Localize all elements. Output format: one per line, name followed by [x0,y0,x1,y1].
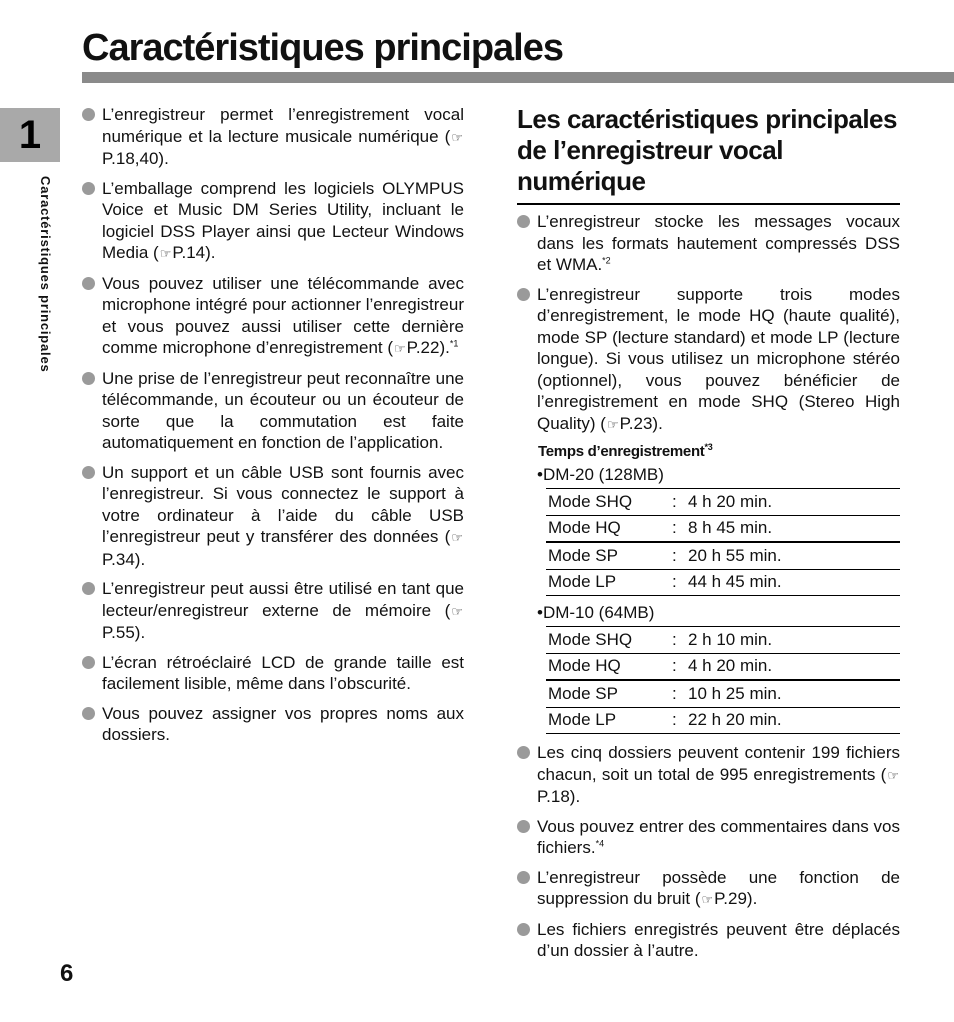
model-label: •DM-20 (128MB) [537,465,664,484]
mode-cell: Mode SP [548,545,618,565]
gray-dot-icon [517,215,530,228]
separator-cell: : [672,656,677,676]
separator-cell: : [672,518,677,538]
time-cell: 2 h 10 min. [688,629,773,649]
gray-dot-icon [82,182,95,195]
right-column [517,104,900,970]
page-reference: P.34). [102,549,146,569]
page-reference: P.55). [102,623,146,642]
footnote-marker: *1 [449,338,459,349]
time-cell: 44 h 45 min. [688,572,782,592]
recording-time-table [546,626,900,734]
bullet-text [102,652,464,695]
bullet-text [537,919,900,962]
bullet-body: Un support et un câble USB sont fournis avec l’enregistreur. Si vous connectez le support à votre ordinateur à l’aide du câble USB l’enregistreur peut y transférer des données ( [102,462,464,546]
bullet-text [102,273,464,360]
title-rule [82,72,954,83]
bullet-body: L’enregistreur stocke les messages vocaux dans les formats hautement compressés DSS et WMA. [537,212,900,274]
bullet-item [517,919,900,962]
gray-dot-icon [517,746,530,759]
page-reference: P.14). [172,243,216,262]
bullet-text [537,867,900,911]
page-reference: P.18,40). [102,149,169,168]
page-reference: P.22). [406,338,450,357]
bullet-text [102,578,464,644]
mode-cell: Mode HQ [548,656,621,676]
bullet-text [102,104,464,170]
bullet-text [102,462,464,571]
bullet-body: Les fichiers enregistrés peuvent être déplacés d’un dossier à l’autre. [537,919,900,960]
table-row [546,542,900,569]
pointing-hand-icon: ☞ [451,129,463,145]
gray-dot-icon [82,707,95,720]
bullet-item [82,578,464,644]
bullet-item [82,652,464,695]
gray-dot-icon [82,582,95,595]
page-reference: P.23). [619,413,663,433]
bullet-body: L’enregistreur supporte trois modes d’enregistrement, le mode HQ (haute qualité), mode SP (lecture standard) et mode LP (lecture longue). Si vous utilisez un microphone stéréo (optionnel), vous pouvez bénéficier de l’enregistrement en mode SHQ (Stereo High Quality) ( [537,284,900,433]
pointing-hand-icon: ☞ [606,416,619,432]
bullet-body: Vous pouvez assigner vos propres noms aux dossiers. [102,703,464,744]
page-reference: P.18). [537,787,581,806]
table-row [546,569,900,596]
pointing-hand-icon: ☞ [701,892,714,907]
table-row [546,627,900,654]
footnote-marker: *2 [602,255,611,266]
section-heading: Les caractéristiques principales de l’enregistreur vocal numérique [517,104,900,205]
page-reference: P.29). [714,889,758,908]
mode-cell: Mode HQ [548,518,621,538]
page-number: 6 [60,960,74,987]
bullet-body: L’emballage comprend les logiciels OLYMPUS Voice et Music DM Series Utility, incluant le logiciel DSS Player ainsi que Lecteur Windows Media ( [102,178,464,262]
bullet-item [517,742,900,808]
bullet-text [537,816,900,859]
pointing-hand-icon: ☞ [394,341,406,356]
gray-dot-icon [517,923,530,936]
gray-dot-icon [82,656,95,669]
gray-dot-icon [82,108,95,121]
bullet-item [82,178,464,265]
recording-time-heading: Temps d’enregistrement$^{*3}$ [538,442,713,460]
time-cell: 4 h 20 min. [688,656,773,676]
page-title: Caractéristiques principales [82,27,563,69]
bullet-item [82,273,464,360]
table-row [546,515,900,542]
bullet-text [537,742,900,808]
model-label: •DM-10 (64MB) [537,603,655,622]
separator-cell: : [672,710,677,730]
bullet-item [517,211,900,276]
bullet-body: Vous pouvez utiliser une télécommande avec microphone intégré pour actionner l’enregistreur et vous pouvez aussi utiliser cette dernière comme microphone d’enregistrement ( [102,273,464,357]
side-section-label: Caractéristiques principales [38,176,53,373]
bullet-item [82,104,464,170]
bullet-text [102,368,464,454]
gray-dot-icon [82,277,95,290]
separator-cell: : [672,491,677,511]
pointing-hand-icon: ☞ [159,246,172,261]
bullet-text [537,211,900,276]
separator-cell: : [672,629,677,649]
time-cell: 8 h 45 min. [688,518,773,538]
bullet-body: Les cinq dossiers peuvent contenir 199 fichiers chacun, soit un total de 995 enregistrements ( [537,743,900,784]
bullet-text [102,178,464,265]
gray-dot-icon [517,288,530,301]
time-cell: 22 h 20 min. [688,710,782,730]
mode-cell: Mode LP [548,710,617,730]
table-row [546,707,900,734]
gray-dot-icon [82,372,95,385]
mode-cell: Mode LP [548,572,617,592]
bullet-item [82,368,464,454]
bullet-text [537,284,900,436]
bullet-body: L’enregistreur permet l’enregistrement vocal numérique et la lecture musicale numérique ( [102,105,464,146]
bullet-text [102,703,464,746]
gray-dot-icon [517,871,530,884]
left-column [82,104,464,754]
recording-time-table [546,488,900,596]
bullet-item [517,284,900,436]
time-cell: 20 h 55 min. [688,545,782,565]
gray-dot-icon [517,820,530,833]
bullet-item [517,867,900,911]
mode-cell: Mode SHQ [548,629,633,649]
bullet-body: L’enregistreur peut aussi être utilisé en tant que lecteur/enregistreur externe de mémoire ( [102,579,464,620]
table-row [546,680,900,707]
bullet-item [82,703,464,746]
separator-cell: : [672,572,677,592]
time-cell: 10 h 25 min. [688,683,782,703]
time-cell: 4 h 20 min. [688,491,773,511]
pointing-hand-icon: ☞ [887,767,899,783]
mode-cell: Mode SP [548,683,618,703]
bullet-item [517,816,900,859]
pointing-hand-icon: ☞ [451,530,463,545]
separator-cell: : [672,683,677,703]
pointing-hand-icon: ☞ [451,603,463,619]
bullet-body: L’enregistreur possède une fonction de suppression du bruit ( [537,867,900,908]
table-row [546,653,900,680]
separator-cell: : [672,545,677,565]
gray-dot-icon [82,466,95,479]
bullet-body: Vous pouvez entrer des commentaires dans vos fichiers. [537,816,900,857]
bullet-item [82,462,464,571]
table-row [546,489,900,516]
chapter-tab: 1 [0,108,60,162]
bullet-body: Une prise de l’enregistreur peut reconnaître une télécommande, un écouteur ou un écouteur de sorte que la commutation est faite automatiquement en fonction de l’application. [102,368,464,452]
mode-cell: Mode SHQ [548,491,633,511]
bullet-body: L’écran rétroéclairé LCD de grande taille est facilement lisible, même dans l’obscurité. [102,652,464,693]
footnote-marker: *4 [595,838,605,849]
